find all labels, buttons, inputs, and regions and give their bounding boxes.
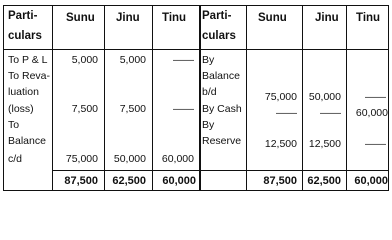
right-sunu-header: Sunu — [258, 12, 287, 24]
left-jinu-header: Jinu — [116, 12, 140, 24]
right-particular: By — [202, 119, 215, 131]
right-sunu-amount: 75,000 — [264, 91, 297, 103]
left-sunu-header: Sunu — [66, 12, 95, 24]
right-jinu-amount: —— — [320, 107, 341, 119]
right-sunu-total: 87,500 — [263, 175, 297, 187]
right-jinu-amount: 12,500 — [308, 138, 341, 150]
right-jinu-amount: 50,000 — [308, 91, 341, 103]
right-particular: Balance — [202, 70, 240, 82]
left-jinu-total: 62,500 — [112, 175, 146, 187]
left-particulars-header: Parti- — [8, 10, 38, 22]
left-particular: To Reva- — [8, 70, 51, 82]
left-particular: luation — [8, 86, 39, 98]
left-sunu-amount: 7,500 — [71, 103, 98, 115]
left-tinu-amount: 60,000 — [161, 153, 194, 165]
left-particular: (loss) — [8, 103, 34, 115]
left-jinu-amount: 7,500 — [119, 103, 146, 115]
left-sunu-amount: 5,000 — [71, 54, 98, 66]
left-particulars-header: culars — [8, 30, 42, 42]
left-tinu-amount: —— — [173, 54, 194, 66]
partners-capital-ledger — [3, 5, 389, 191]
totals-rule — [52, 170, 388, 171]
left-particular: c/d — [8, 153, 23, 165]
left-sunu-amount: 75,000 — [65, 153, 98, 165]
left-tinu-total: 60,000 — [162, 175, 196, 187]
left-tinu-amount: —— — [173, 103, 194, 115]
right-sunu-amount: —— — [276, 107, 297, 119]
right-particulars-header: Parti- — [202, 10, 232, 22]
left-particular: To P & L — [8, 54, 48, 66]
header-rule — [4, 49, 388, 50]
left-jinu-amount: 5,000 — [119, 54, 146, 66]
right-particular: By — [202, 54, 215, 66]
right-tinu-amount: —— — [365, 91, 386, 103]
right-jinu-total: 62,500 — [307, 175, 341, 187]
left-sunu-total: 87,500 — [64, 175, 98, 187]
right-tinu-total: 60,000 — [354, 175, 388, 187]
right-particular: Reserve — [202, 135, 242, 147]
left-jinu-amount: 50,000 — [113, 153, 146, 165]
left-tinu-header: Tinu — [162, 12, 187, 24]
right-tinu-amount: —— — [365, 138, 386, 150]
right-particular: By Cash — [202, 103, 242, 115]
right-tinu-amount: 60,000 — [355, 107, 388, 119]
right-particulars-header: culars — [202, 30, 236, 42]
left-particular: To — [8, 119, 20, 131]
right-particular: b/d — [202, 86, 217, 98]
right-jinu-header: Jinu — [315, 12, 339, 24]
right-sunu-amount: 12,500 — [264, 138, 297, 150]
center-divider — [199, 6, 201, 190]
left-particular: Balance — [8, 135, 46, 147]
right-tinu-header: Tinu — [356, 12, 381, 24]
